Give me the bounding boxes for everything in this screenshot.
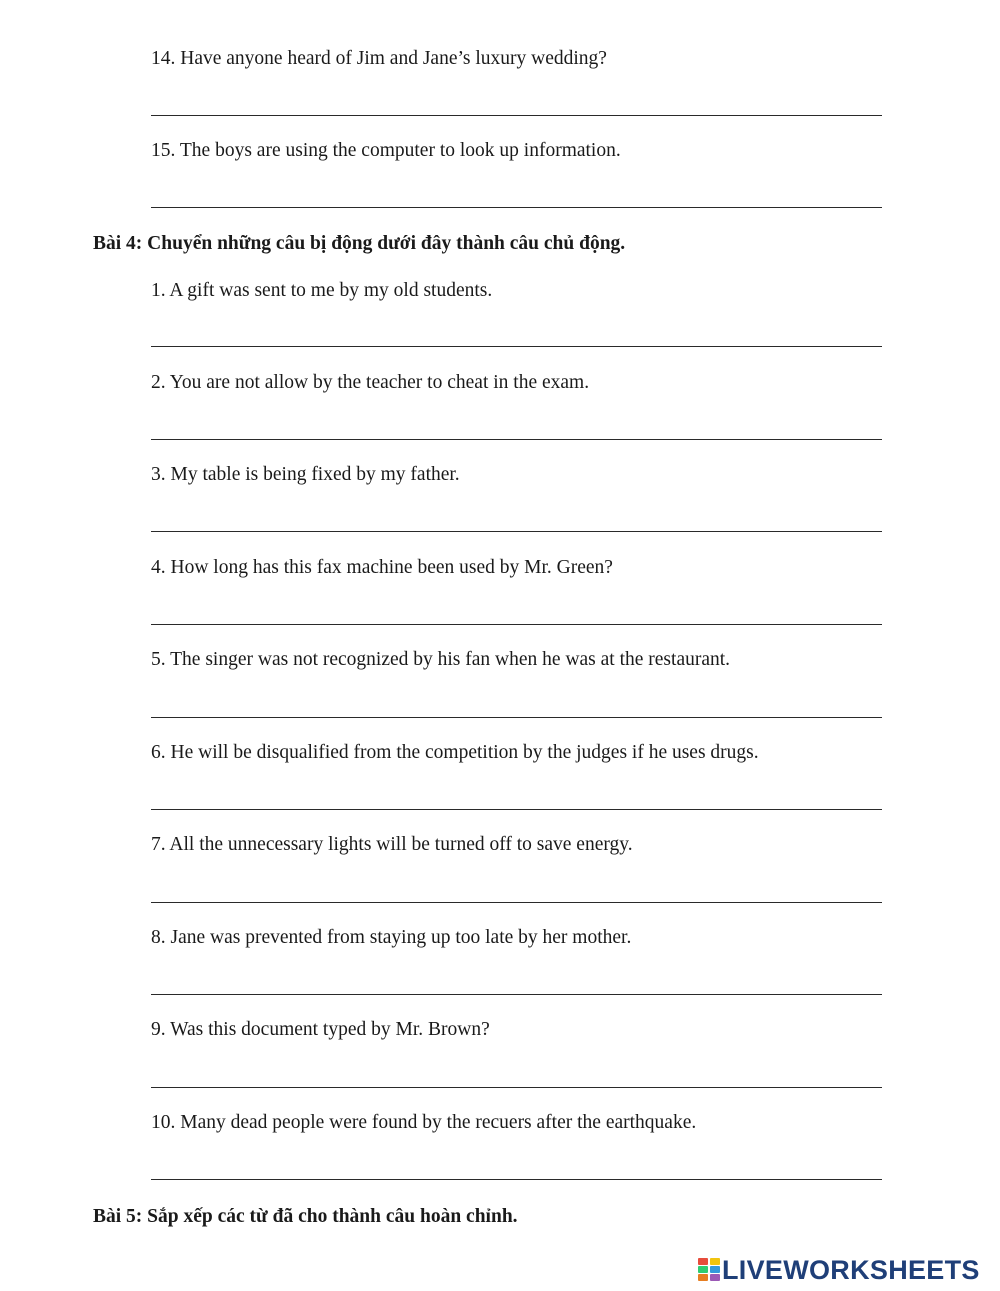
question-4-2: 2. You are not allow by the teacher to cheat in the exam. xyxy=(151,372,590,393)
question-4-5: 5. The singer was not recognized by his fan when he was at the restaurant. xyxy=(151,649,731,670)
answer-line-4-5[interactable] xyxy=(151,717,882,718)
question-15: 15. The boys are using the computer to look up information. xyxy=(151,140,621,161)
logo-text: LIVEWORKSHEETS xyxy=(722,1255,980,1285)
answer-line-4-6[interactable] xyxy=(151,809,882,810)
answer-line-14[interactable] xyxy=(151,115,882,116)
section-5-heading: Bài 5: Sắp xếp các từ đã cho thành câu hoàn chỉnh. xyxy=(93,1206,518,1227)
answer-line-15[interactable] xyxy=(151,207,882,208)
question-4-9: 9. Was this document typed by Mr. Brown? xyxy=(151,1019,490,1040)
question-4-8: 8. Jane was prevented from staying up too late by her mother. xyxy=(151,927,632,948)
liveworksheets-logo[interactable] xyxy=(698,1256,980,1284)
answer-line-4-1[interactable] xyxy=(151,346,882,347)
answer-line-4-3[interactable] xyxy=(151,531,882,532)
question-4-10: 10. Many dead people were found by the recuers after the earthquake. xyxy=(151,1112,697,1133)
question-14: 14. Have anyone heard of Jim and Jane’s luxury wedding? xyxy=(151,48,607,69)
answer-line-4-4[interactable] xyxy=(151,624,882,625)
answer-line-4-2[interactable] xyxy=(151,439,882,440)
answer-line-4-8[interactable] xyxy=(151,994,882,995)
answer-line-4-7[interactable] xyxy=(151,902,882,903)
question-4-3: 3. My table is being fixed by my father. xyxy=(151,464,460,485)
question-4-7: 7. All the unnecessary lights will be turned off to save energy. xyxy=(151,834,633,855)
question-4-1: 1. A gift was sent to me by my old students. xyxy=(151,280,493,301)
section-4-heading: Bài 4: Chuyển những câu bị động dưới đây thành câu chủ động. xyxy=(93,233,626,254)
question-4-6: 6. He will be disqualified from the competition by the judges if he uses drugs. xyxy=(151,742,759,763)
answer-line-4-10[interactable] xyxy=(151,1179,882,1180)
question-4-4: 4. How long has this fax machine been used by Mr. Green? xyxy=(151,557,613,578)
answer-line-4-9[interactable] xyxy=(151,1087,882,1088)
liveworksheets-logo-icon xyxy=(698,1258,720,1282)
